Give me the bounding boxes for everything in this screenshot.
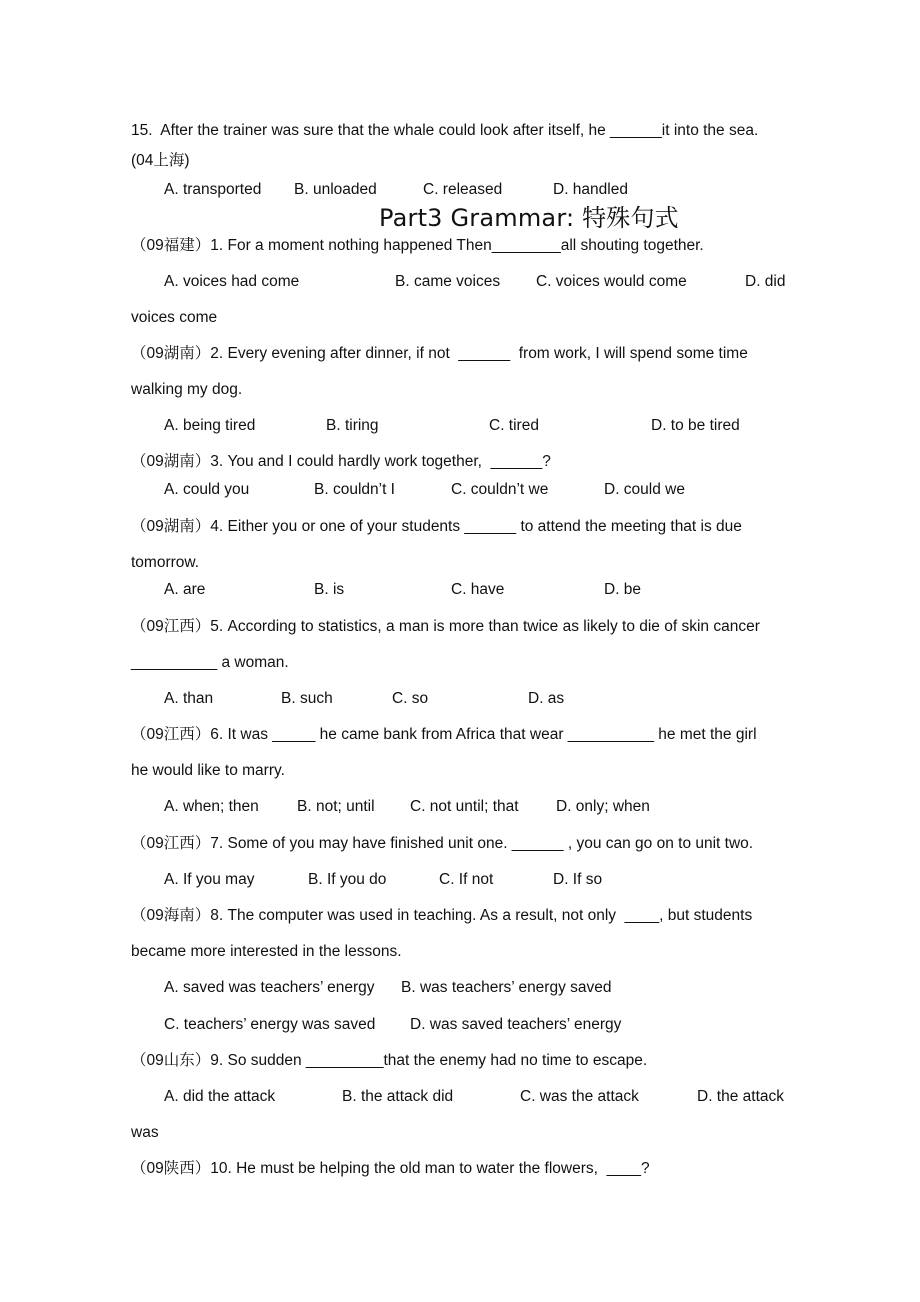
q7-option-b: B. If you do [308,871,387,888]
q5-text-cont: __________ a woman. [131,654,289,671]
q9-text: （09山东）9. So sudden _________that the enemy had no time to escape. [131,1052,648,1069]
q8-option-d: D. was saved teachers’ energy [410,1016,622,1033]
q2-option-b: B. tiring [326,417,379,434]
q5-option-a: A. than [164,690,214,707]
q6-text-cont: he would like to marry. [131,762,285,779]
q9-option-c: C. was the attack [520,1088,639,1105]
q9-option-a: A. did the attack [164,1088,276,1105]
q4-text: （09湖南）4. Either you or one of your students ______ to attend the meeting that is due [131,518,742,535]
q5-option-b: B. such [281,690,333,707]
q15-source: (04上海) [131,152,190,169]
q3-option-c: C. couldn’t we [451,481,549,498]
q4-option-b: B. is [314,581,345,598]
q2-option-d: D. to be tired [651,417,740,434]
q6-text: （09江西）6. It was _____ he came bank from Africa that wear __________ he met the girl [131,726,757,743]
q7-option-c: C. If not [439,871,494,888]
section-heading: Part3 Grammar: 特殊句式 [379,204,679,232]
q8-option-b: B. was teachers’ energy saved [401,979,612,996]
q3-option-b: B. couldn’t I [314,481,395,498]
q9-option-d-wrap: was [131,1124,159,1141]
q15-option-a: A. transported [164,181,262,198]
q7-text: （09江西）7. Some of you may have finished unit one. ______ , you can go on to unit two. [131,835,754,852]
q7-option-a: A. If you may [164,871,255,888]
q15-option-d: D. handled [553,181,628,198]
q6-option-a: A. when; then [164,798,259,815]
q1-option-d: D. did [745,273,786,290]
q5-option-d: D. as [528,690,565,707]
q2-text: （09湖南）2. Every evening after dinner, if not ______ from work, I will spend some time [131,345,748,362]
q9-option-d: D. the attack [697,1088,785,1105]
q6-option-d: D. only; when [556,798,650,815]
q8-option-c: C. teachers’ energy was saved [164,1016,376,1033]
q15-option-b: B. unloaded [294,181,377,198]
q6-option-b: B. not; until [297,798,375,815]
q6-option-c: C. not until; that [410,798,519,815]
q2-option-a: A. being tired [164,417,256,434]
q15-text: 15. After the trainer was sure that the whale could look after itself, he ______it into the sea. [131,122,759,139]
q7-option-d: D. If so [553,871,603,888]
q4-option-c: C. have [451,581,505,598]
q15-option-c: C. released [423,181,503,198]
q5-option-c: C. so [392,690,429,707]
q8-text: （09海南）8. The computer was used in teaching. As a result, not only ____, but students [131,907,753,924]
q3-option-d: D. could we [604,481,685,498]
q1-option-b: B. came voices [395,273,501,290]
q1-text: （09福建）1. For a moment nothing happened Then________all shouting together. [131,237,704,254]
q3-text: （09湖南）3. You and I could hardly work together, ______? [131,453,551,470]
q8-option-a: A. saved was teachers’ energy [164,979,375,996]
q1-option-a: A. voices had come [164,273,300,290]
q4-text-cont: tomorrow. [131,554,200,571]
q2-text-cont: walking my dog. [131,381,243,398]
q3-option-a: A. could you [164,481,250,498]
q1-option-c: C. voices would come [536,273,687,290]
q4-option-d: D. be [604,581,642,598]
q10-text: （09陕西）10. He must be helping the old man to water the flowers, ____? [131,1160,650,1177]
q9-option-b: B. the attack did [342,1088,454,1105]
q2-option-c: C. tired [489,417,539,434]
q4-option-a: A. are [164,581,206,598]
q8-text-cont: became more interested in the lessons. [131,943,402,960]
q1-option-d-wrap: voices come [131,309,218,326]
q5-text: （09江西）5. According to statistics, a man is more than twice as likely to die of skin cancer [131,618,760,635]
